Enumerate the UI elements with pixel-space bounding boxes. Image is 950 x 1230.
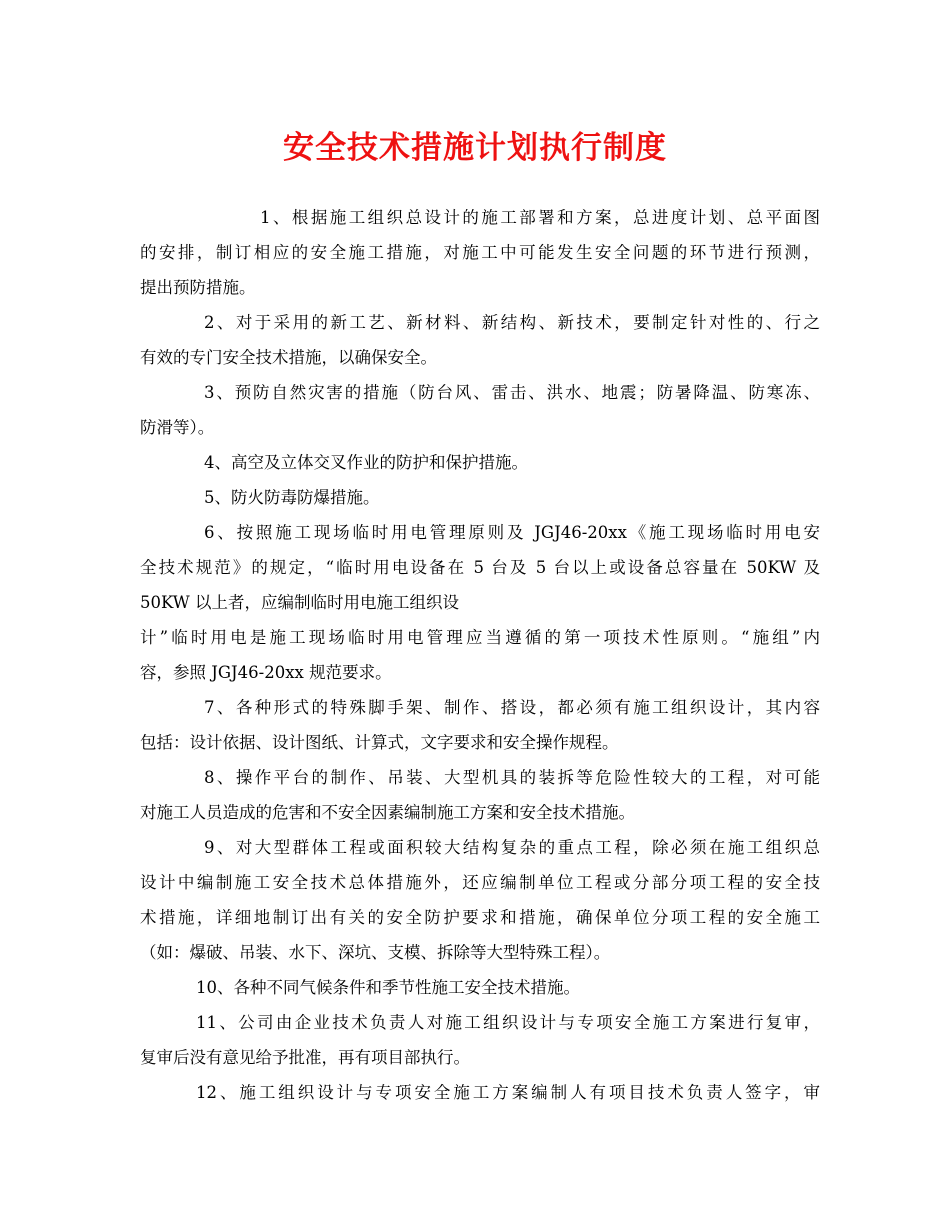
- paragraph-line: 10、各种不同气候条件和季节性施工安全技术措施。: [196, 978, 580, 997]
- paragraph-line: 容，参照 JGJ46-20xx 规范要求。: [140, 663, 392, 682]
- paragraph-line: 50KW 以上者，应编制临时用电施工组织设: [140, 593, 459, 612]
- paragraph-line: 防滑等）。: [140, 418, 215, 437]
- paragraph-line: 2、对于采用的新工艺、新材料、新结构、新技术，要制定针对性的、行之: [204, 313, 820, 332]
- paragraph-line: 8、操作平台的制作、吊装、大型机具的装拆等危险性较大的工程，对可能: [204, 768, 820, 787]
- document-title: 安全技术措施计划执行制度: [283, 130, 667, 166]
- paragraph-line: 包括：设计依据、设计图纸、计算式，文字要求和安全操作规程。: [140, 733, 619, 752]
- paragraph-line: 5、防火防毒防爆措施。: [204, 488, 380, 507]
- paragraph-line: 9、对大型群体工程或面积较大结构复杂的重点工程，除必须在施工组织总: [204, 838, 820, 857]
- paragraph-line: 设计中编制施工安全技术总体措施外，还应编制单位工程或分部分项工程的安全技: [140, 873, 820, 892]
- paragraph-line: 的安排，制订相应的安全施工措施，对施工中可能发生安全问题的环节进行预测，: [140, 243, 820, 262]
- paragraph-line: 全技术规范》的规定，“临时用电设备在 5 台及 5 台以上或设备总容量在 50KW 及: [140, 558, 820, 577]
- paragraph-line: 有效的专门安全技术措施，以确保安全。: [140, 348, 437, 367]
- paragraph-line: 术措施，详细地制订出有关的安全防护要求和措施，确保单位分项工程的安全施工: [140, 908, 820, 927]
- paragraph-line: 6、按照施工现场临时用电管理原则及 JGJ46-20xx《施工现场临时用电安: [204, 523, 820, 542]
- paragraph-line: 提出预防措施。: [140, 278, 256, 297]
- paragraph-line: 复审后没有意见给予批准，再有项目部执行。: [140, 1048, 470, 1067]
- paragraph-line: 1、根据施工组织总设计的施工部署和方案，总进度计划、总平面图: [260, 208, 820, 227]
- document-body: [140, 200, 820, 1110]
- paragraph-line: 4、高空及立体交叉作业的防护和保护措施。: [204, 453, 528, 472]
- paragraph-line: 3、预防自然灾害的措施（防台风、雷击、洪水、地震；防暑降温、防寒冻、: [204, 383, 820, 402]
- paragraph-line: 12、施工组织设计与专项安全施工方案编制人有项目技术负责人签字，审: [196, 1083, 820, 1102]
- paragraph-line: 11、公司由企业技术负责人对施工组织设计与专项安全施工方案进行复审，: [196, 1013, 820, 1032]
- paragraph-line: 7、各种形式的特殊脚手架、制作、搭设，都必须有施工组织设计，其内容: [204, 698, 820, 717]
- paragraph-line: 计”临时用电是施工现场临时用电管理应当遵循的第一项技术性原则。“施组”内: [140, 628, 820, 647]
- paragraph-line: （如：爆破、吊装、水下、深坑、支模、拆除等大型特殊工程）。: [140, 943, 611, 962]
- paragraph-line: 对施工人员造成的危害和不安全因素编制施工方案和安全技术措施。: [140, 803, 635, 822]
